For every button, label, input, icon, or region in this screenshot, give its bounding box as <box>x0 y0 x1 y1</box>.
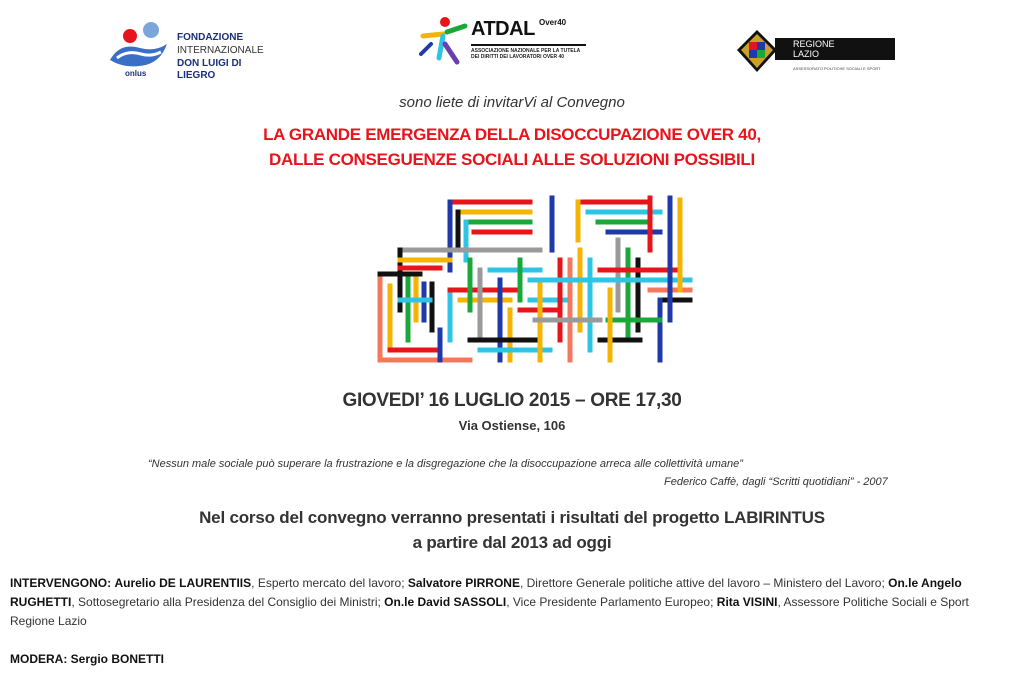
regione-subtitle: ASSESSORATO POLITICHE SOCIALI E SPORT <box>793 66 881 71</box>
speaker-role: , Assessore Politiche Sociali e Sport Regione Lazio <box>10 595 969 628</box>
regione-name: REGIONE LAZIO <box>793 39 835 59</box>
event-date: GIOVEDI’ 16 LUGLIO 2015 – ORE 17,30 <box>342 390 682 411</box>
labyrinth-illustration <box>360 190 705 370</box>
fondazione-onlus: onlus <box>125 69 147 78</box>
atdal-name: ATDAL <box>471 18 535 40</box>
labirintus-line2: a partire dal 2013 ad oggi <box>412 533 612 552</box>
quote-author: Federico Caffè, dagli “Scritti quotidiani” - 2007 <box>664 476 888 488</box>
fondazione-line1: FONDAZIONE <box>177 32 244 43</box>
atdal-sup: Over40 <box>539 18 567 27</box>
moderator-name: Sergio BONETTI <box>70 652 165 666</box>
labirintus-line1: Nel corso del convegno verranno presentati i risultati del progetto LABIRINTUS <box>199 508 825 527</box>
quote-text: “Nessun male sociale può superare la frustrazione e la disgregazione che la disoccupazione arreca alle collettività umane” <box>148 458 743 470</box>
speaker-name: On.le Angelo RUGHETTI <box>10 576 962 609</box>
atdal-figure-icon <box>415 14 470 69</box>
title-line1: LA GRANDE EMERGENZA DELLA DISOCCUPAZIONE OVER 40, <box>263 125 761 144</box>
speakers-paragraph <box>10 574 1015 631</box>
moderator-line <box>10 652 164 666</box>
speaker-name: Rita VISINI <box>716 595 778 609</box>
speaker-name: Aurelio DE LAURENTIIS <box>114 576 252 590</box>
fondazione-line2: INTERNAZIONALE <box>177 45 264 56</box>
title-line2: DALLE CONSEGUENZE SOCIALI ALLE SOLUZIONI POSSIBILI <box>269 150 755 169</box>
speaker-role: , Sottosegretario alla Presidenza del Consiglio dei Ministri; <box>71 595 385 609</box>
speaker-role: , Esperto mercato del lavoro; <box>251 576 408 590</box>
speaker-role: , Vice Presidente Parlamento Europeo; <box>506 595 717 609</box>
fondazione-logo <box>105 20 275 80</box>
regione-crest-icon <box>735 28 779 74</box>
invite-text: sono liete di invitarVi al Convegno <box>399 94 625 111</box>
atdal-subtitle: ASSOCIAZIONE NAZIONALE PER LA TUTELA DEI DIRITTI DEI LAVORATORI OVER 40 <box>471 44 586 60</box>
moderator-label: MODERA: <box>10 652 68 666</box>
speaker-name: Salvatore PIRRONE <box>407 576 520 590</box>
atdal-logo <box>415 14 590 69</box>
speaker-role: , Direttore Generale politiche attive del lavoro – Ministero del Lavoro; <box>519 576 889 590</box>
speakers-label: INTERVENGONO: <box>10 576 112 590</box>
regione-lazio-logo <box>735 28 897 74</box>
event-place: Via Ostiense, 106 <box>458 418 566 433</box>
fondazione-line3: DON LUIGI DI LIEGRO <box>177 58 242 81</box>
speaker-name: On.le David SASSOLI <box>384 595 507 609</box>
